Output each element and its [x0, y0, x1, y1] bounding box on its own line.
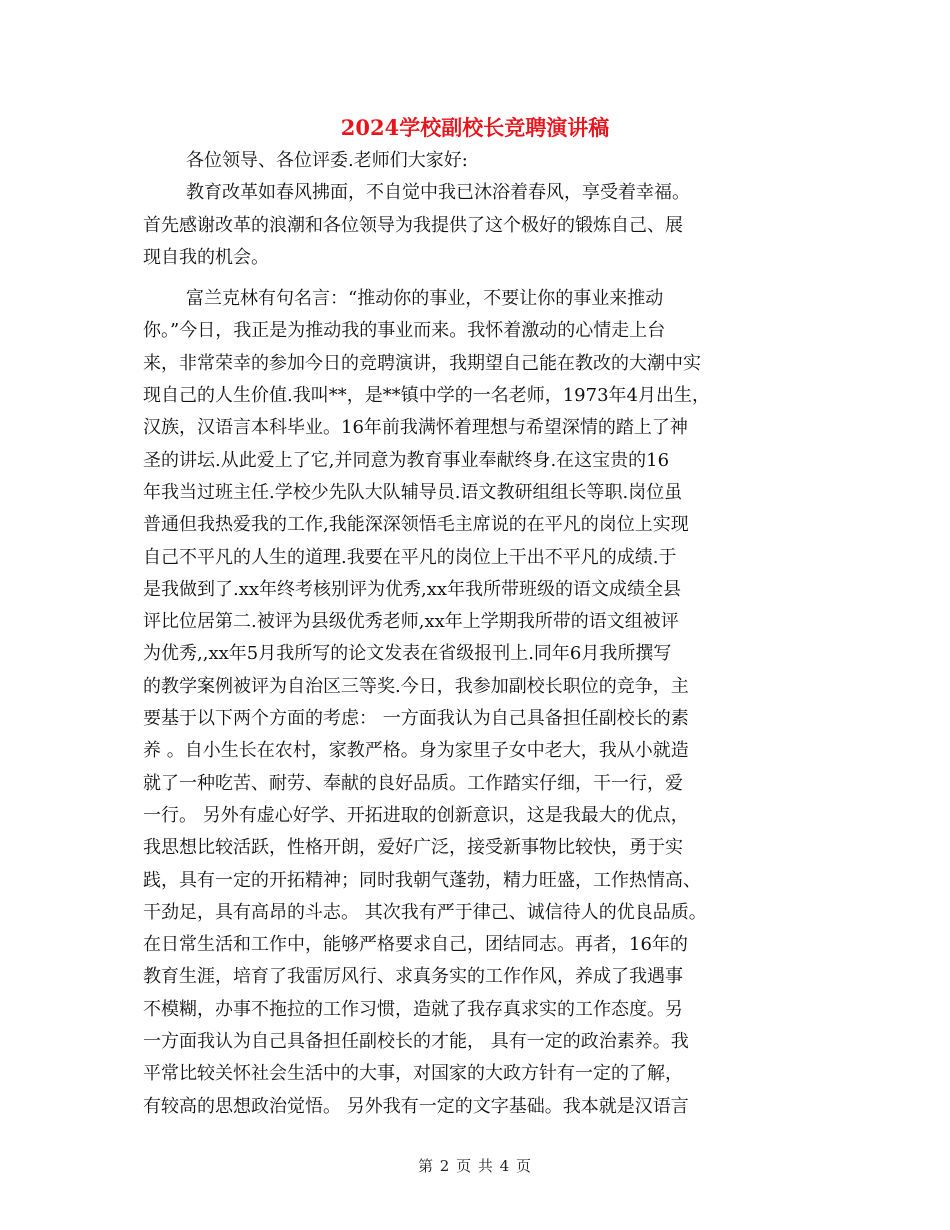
text-line: 有较高的思想政治觉悟。 另外我有一定的文字基础。我本就是汉语言 [143, 1095, 689, 1117]
text-line: 要基于以下两个方面的考虑： 一方面我认为自己具备担任副校长的素 [143, 708, 689, 730]
text-line: 汉族，汉语言本科毕业。16年前我满怀着理想与希望深情的踏上了神 [143, 417, 688, 439]
text-line: 普通但我热爱我的工作,我能深深领悟毛主席说的在平凡的岗位上实现 [143, 514, 689, 536]
text-line: 践，具有一定的开拓精神；同时我朝气蓬勃，精力旺盛，工作热情高、 [143, 869, 701, 891]
text-line: 各位领导、各位评委.老师们大家好: [186, 150, 468, 171]
document-title: 2024学校副校长竞聘演讲稿 [340, 115, 610, 140]
document-body [143, 145, 808, 1123]
text-line: 不模糊，办事不拖拉的工作习惯，造就了我存真求实的工作态度。另 [143, 998, 683, 1020]
text-line: 为优秀,,xx年5月我所写的论文发表在省级报刊上.同年6月我所撰写 [143, 643, 672, 665]
text-line: 年我当过班主任.学校少先队大队辅导员.语文教研组组长等职.岗位虽 [143, 481, 683, 503]
text-line: 现自己的人生价值.我叫**，是**镇中学的一名老师，1973年4月出生， [143, 385, 710, 407]
text-line: 富兰克林有句名言：“推动你的事业，不要让你的事业来推动 [186, 288, 664, 310]
text-line: 我思想比较活跃，性格开朗，爱好广泛，接受新事物比较快，勇于实 [143, 837, 683, 859]
text-line: 圣的讲坛.从此爱上了它,并同意为教育事业奉献终身.在这宝贵的16 [143, 449, 670, 471]
text-line: 在日常生活和工作中，能够严格要求自己，团结同志。再者，16年的 [143, 934, 688, 956]
text-line: 就了一种吃苦、耐劳、奉献的良好品质。工作踏实仔细，干一行，爱 [143, 772, 683, 794]
text-line: 教育生涯，培育了我雷厉风行、求真务实的工作作风，养成了我遇事 [143, 966, 683, 988]
text-line: 干劲足，具有高昂的斗志。 其次我有严于律己、诚信待人的优良品质。 [143, 901, 707, 923]
text-line: 教育改革如春风拂面，不自觉中我已沐浴着春风，享受着幸福。 [186, 182, 690, 204]
text-line: 首先感谢改革的浪潮和各位领导为我提供了这个极好的锻炼自己、展 [143, 214, 683, 236]
page-number-footer: 第 2 页 共 4 页 [418, 1157, 532, 1175]
text-line: 来，非常荣幸的参加今日的竞聘演讲，我期望自己能在教改的大潮中实 [143, 352, 701, 374]
text-line: 一行。 另外有虚心好学、开拓进取的创新意识，这是我最大的优点， [143, 804, 689, 826]
text-line: 是我做到了.xx年终考核别评为优秀,xx年我所带班级的语文成绩全县 [143, 578, 682, 600]
text-line: 的教学案例被评为自治区三等奖.今日，我参加副校长职位的竞争，主 [143, 675, 689, 697]
text-line: 评比位居第二.被评为县级优秀老师,xx年上学期我所带的语文组被评 [143, 611, 679, 633]
text-line: 自己不平凡的人生的道理.我要在平凡的岗位上干出不平凡的成绩.于 [143, 546, 677, 568]
paragraph-gap [143, 274, 808, 283]
text-line: 一方面我认为自己具备担任副校长的才能， 具有一定的政治素养。我 [143, 1031, 689, 1053]
text-line: 你。”今日，我正是为推动我的事业而来。我怀着激动的心情走上台 [143, 320, 666, 342]
text-line: 平常比较关怀社会生活中的大事，对国家的大政方针有一定的了解， [143, 1063, 683, 1085]
text-line: 现自我的机会。 [143, 246, 269, 268]
text-line: 养 。自小生长在农村，家教严格。身为家里子女中老大，我从小就造 [143, 740, 689, 762]
